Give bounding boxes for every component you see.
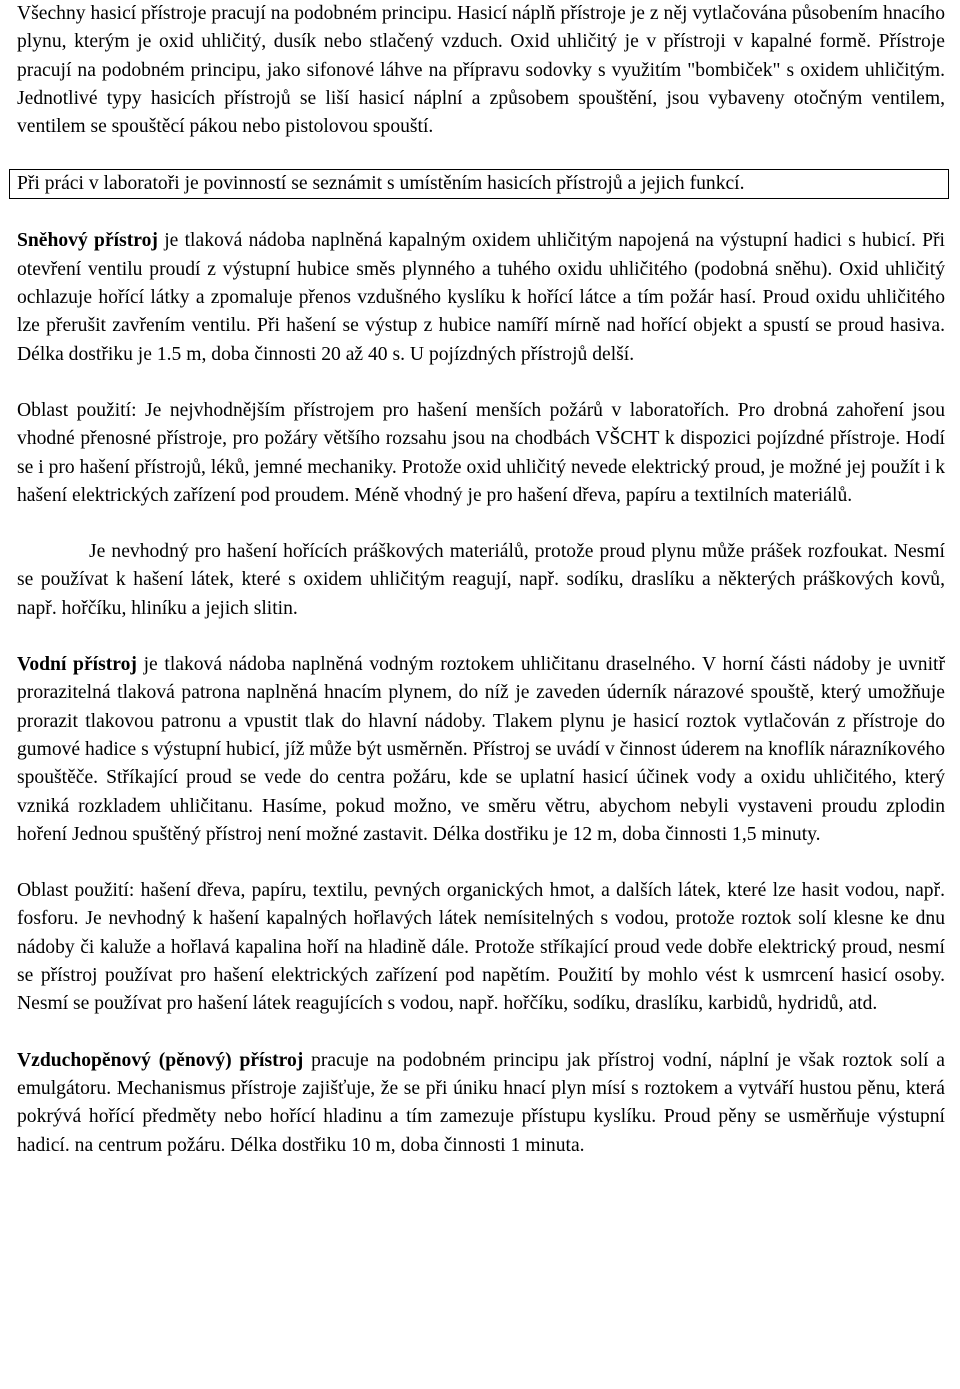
snow-extinguisher-heading: Sněhový přístroj <box>17 230 158 252</box>
notice-box: Při práci v laboratoři je povinností se seznámit s umístěním hasicích přístrojů a jejich funkcí. <box>9 169 949 199</box>
water-extinguisher-text: je tlaková nádoba naplněná vodným roztokem uhličitanu draselného. V horní části nádoby je uvnitř prorazitelná tlaková patrona naplněná hnacím plynem, do níž je zaveden úderník nárazové spouště, který umožňuje prorazit tlakovou patronu a vpustit tlak do hlavní nádoby. Tlakem plynu je hasicí roztok vytlačován z přístroje do gumové hadice s výstupní hubicí, jíž může být usměrněn. Přístroj se uvádí v činnost úderem na knoflík nárazníkového spouštěče. Stříkající proud se vede do centra požáru, kde se uplatní hasicí účinek vody a oxidu uhličitého, který vzniká rozkladem uhličitanu. Hasíme, pokud možno, ve směru větru, abychom nebyli vystaveni proudu zplodin hoření Jednou spuštěný přístroj není možné zastavit. Délka dostřiku je 12 m, doba činnosti 1,5 minuty. <box>17 654 945 845</box>
snow-extinguisher-text: je tlaková nádoba naplněná kapalným oxidem uhličitým napojená na výstupní hadici s hubicí. Při otevření ventilu proudí z výstupní hubice směs plynného a tuhého oxidu uhličitého (podobná sněhu). Oxid uhličitý ochlazuje hořící látky a zpomaluje přenos vzdušného kyslíku k hořící látce a tím požár hasí. Proud oxidu uhličitého lze přerušit zavřením ventilu. Při hašení se výstup z hubice namíří mírně nad hořící objekt a spustí se proud hasiva. Délka dostřiku je 1.5 m, doba činnosti 20 až 40 s. U pojízdných přístrojů delší. <box>17 230 945 365</box>
water-extinguisher-paragraph <box>17 651 945 849</box>
snow-extinguisher-paragraph <box>17 227 945 368</box>
intro-paragraph: Všechny hasicí přístroje pracují na podobném principu. Hasicí náplň přístroje je z něj vytlačována působením hnacího plynu, kterým je oxid uhličitý, dusík nebo stlačený vzduch. Oxid uhličitý je v přístroji v kapalné formě. Přístroje pracují na podobném principu, jako sifonové láhve na přípravu sodovky s využitím "bombiček" s oxidem uhličitým. Jednotlivé typy hasicích přístrojů se liší hasicí náplní a způsobem spouštění, jsou vybaveny otočným ventilem, ventilem se spouštěcí pákou nebo pistolovou spouští. <box>17 3 945 138</box>
document-page <box>17 0 945 1160</box>
foam-extinguisher-paragraph <box>17 1047 945 1160</box>
water-usage-paragraph: Oblast použití: hašení dřeva, papíru, textilu, pevných organických hmot, a dalších látek, které lze hasit vodou, např. fosforu. Je nevhodný k hašení kapalných hořlavých látek nemísitelných s vodou, protože roztok solí klesne ke dnu nádoby či kaluže a hořlavá kapalina hoří na hladině dále. Protože stříkající proud vede dobře elektrický proud, nesmí se přístroj používat pro hašení elektrických zařízení pod napětím. Použití by mohlo vést k usmrcení hasicí osoby. Nesmí se používat pro hašení látek reagujících s vodou, např. hořčíku, sodíku, draslíku, karbidů, hydridů, atd. <box>17 880 945 1015</box>
snow-unsuitable-paragraph: Je nevhodný pro hašení hořících práškových materiálů, protože proud plynu může prášek rozfoukat. Nesmí se používat k hašení látek, které s oxidem uhličitým reagují, např. sodíku, draslíku a některých práškových kovů, např. hořčíku, hliníku a jejich slitin. <box>17 541 945 619</box>
foam-extinguisher-heading: Vzduchopěnový (pěnový) přístroj <box>17 1049 304 1071</box>
snow-usage-paragraph: Oblast použití: Je nejvhodnějším přístrojem pro hašení menších požárů v laboratořích. Pro drobná zahoření jsou vhodné přenosné přístroje, pro požáry většího rozsahu jsou na chodbách VŠCHT k dispozici pojízdné přístroje. Hodí se i pro hašení přístrojů, léků, jemné mechaniky. Protože oxid uhličitý nevede elektrický proud, je možné jej použít i k hašení elektrických zařízení pod proudem. Méně vhodný je pro hašení dřeva, papíru a textilních materiálů. <box>17 399 945 506</box>
water-extinguisher-heading: Vodní přístroj <box>17 654 137 676</box>
foam-extinguisher-text: pracuje na podobném principu jak přístroj vodní, náplní je však roztok solí a emulgátoru. Mechanismus přístroje zajišťuje, že se při úniku hnací plyn mísí s roztokem a vytváří hustou pěnu, která pokrývá hořící předměty nebo hořící hladinu a tím zamezuje přístupu kyslíku. Proud pěny se usměrňuje výstupní hadicí. na centrum požáru. Délka dostřiku 10 m, doba činnosti 1 minuta. <box>17 1049 945 1156</box>
